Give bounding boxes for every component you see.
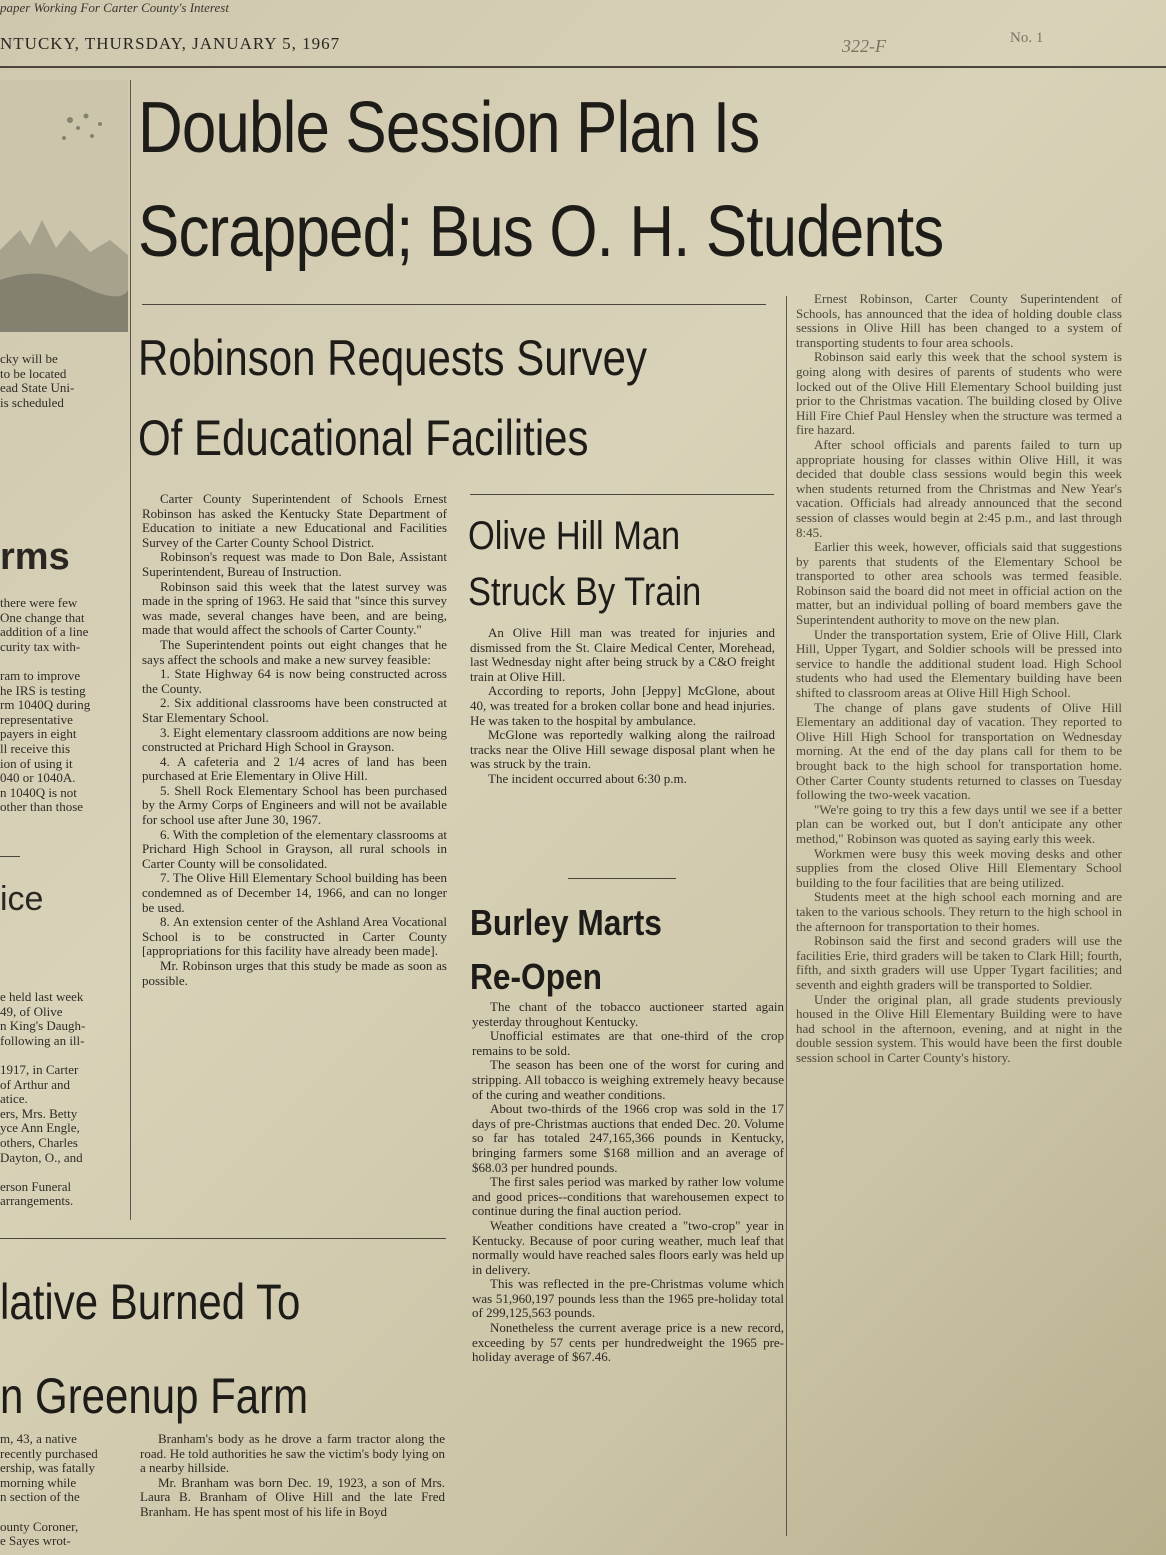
survey-paragraph: 7. The Olive Hill Elementary School building has been condemned as of December 14, 1966, and can no longer be used. — [142, 870, 447, 915]
double-session-paragraph: After school officials and parents failed to turn up appropriate housing for classes within Olive Hill, it was decided that double class sessions would begin this week when students returned from the Christmas and New Year's vacation. Officials had already announced that the second session of classes would begin at 2:45 p.m., and last through 8:45. — [796, 436, 1122, 540]
left-fragment-line: m, 43, a native — [0, 1431, 77, 1446]
burley-paragraph: Nonetheless the current average price is a new record, exceeding by 57 cents per hundredweight the 1965 pre-holiday average of $67.46. — [472, 1320, 784, 1365]
left-fragment-line: Dayton, O., and — [0, 1149, 83, 1165]
left-fragment-line: cky will be — [0, 351, 58, 366]
train-paragraph: McGlone was reportedly walking along the railroad tracks near the Olive Hill sewage disposal plant when he was struck by the train. — [470, 727, 775, 772]
burned-headline-line2: n Greenup Farm — [0, 1368, 309, 1424]
burned-paragraph: Branham's body as he drove a farm tractor along the road. He told authorities he saw the victim's body lying on a nearby hillside. — [140, 1431, 445, 1476]
survey-paragraph: 1. State Highway 64 is now being constructed across the County. — [142, 666, 447, 696]
double-session-paragraph: Students meet at the high school each morning and are taken to the various schools. They return to the high school in the afternoon for transportation to their homes. — [796, 889, 1122, 934]
survey-headline-line1: Robinson Requests Survey — [138, 330, 647, 386]
burned-paragraph: Mr. Branham was born Dec. 19, 1923, a son of Mrs. Laura B. Branham of Olive Hill and the late Fred Branham. He has spent most of his life in Boyd — [140, 1474, 445, 1519]
left-fragment-line: is scheduled — [0, 394, 64, 410]
left-subhead-2: ice — [0, 880, 44, 918]
left-fragment-line: 1917, in Carter — [0, 1061, 79, 1077]
burley-headline-line2: Re-Open — [470, 956, 603, 997]
double-session-paragraph: Ernest Robinson, Carter County Superintendent of Schools, has announced that the idea of holding double class sessions in Olive Hill has been changed to a system of transporting students to four area schools. — [796, 291, 1122, 350]
left-fragment-line: recently purchased — [0, 1445, 98, 1461]
burned-headline — [0, 1258, 437, 1440]
survey-paragraph: 6. With the completion of the elementary classrooms at Prichard High School in Grayson, all rural schools in Carter County will be consolidated. — [142, 826, 447, 871]
train-headline-line1: Olive Hill Man — [468, 514, 681, 558]
double-session-paragraph: Robinson said the first and second graders will use the facilities Erie, third graders will be taken to Clark Hill; fourth, fifth, and sixth graders will use Upper Tygart facilities; and seventh and eighth graders will be transported to Soldier. — [796, 933, 1122, 992]
burley-headline — [470, 896, 734, 1004]
burley-paragraph: About two-thirds of the 1966 crop was sold in the 17 days of pre-Christmas auctions that ended Dec. 20. Volume so far has totaled 247,165,366 pounds in Kentucky, bringing farmers some $168 million and an average of $68.03 per hundred pounds. — [472, 1101, 784, 1175]
left-fragment-line — [0, 1505, 120, 1520]
burley-paragraph: Unofficial estimates are that one-third of the crop remains to be sold. — [472, 1028, 784, 1058]
double-session-paragraph: The change of plans gave students of Olive Hill Elementary an additional day of vacation. They reported to Olive Hill High School for transportation on Wednesday morning. At the end of the day plans call for them to be brought back to the high school for transportation home. Other Carter County students returned to classes on Tuesday following the two-week vacation. — [796, 699, 1122, 803]
rule-above-burley — [568, 878, 676, 879]
left-fragment-line: rm 1040Q during — [0, 697, 91, 713]
left-fragment-line — [0, 1165, 122, 1180]
left-fragment-line: ram to improve — [0, 667, 81, 683]
train-headline-line2: Struck By Train — [468, 570, 702, 614]
left-fragment-line: following an ill- — [0, 1032, 85, 1048]
left-fragment-line: there were few — [0, 595, 78, 610]
survey-story-body — [142, 492, 447, 988]
main-headline-line2: Scrapped; Bus O. H. Students — [138, 192, 944, 272]
left-fragment-line — [0, 654, 118, 669]
survey-paragraph: 2. Six additional classrooms have been constructed at Star Elementary School. — [142, 695, 447, 725]
left-fragment-line: representative — [0, 711, 73, 727]
survey-headline — [138, 322, 743, 474]
left-fragment-line: curity tax with- — [0, 638, 81, 654]
left-fragment-line: 49, of Olive — [0, 1003, 63, 1019]
left-fragment-line: other than those — [0, 799, 84, 815]
left-fragment-line: atice. — [0, 1091, 28, 1107]
left-photo — [0, 80, 128, 332]
left-fragment-line: he IRS is testing — [0, 682, 86, 698]
train-headline — [468, 508, 778, 620]
left-fragment-line: ll receive this — [0, 740, 71, 756]
left-fragment-line: n 1040Q is not — [0, 784, 77, 800]
survey-paragraph: 8. An extension center of the Ashland Area Vocational School is to be constructed in Carter County [appropriations for this facility have already been made]. — [142, 914, 447, 959]
masthead-tagline: paper Working For Carter County's Interest — [0, 0, 229, 15]
burned-headline-line1: lative Burned To — [0, 1274, 301, 1330]
left-fragment-line: ership, was fatally — [0, 1460, 95, 1476]
double-session-paragraph: Under the original plan, all grade students previously housed in the Olive Hill Elementary Building were to have had school in the afternoon, evening, and at night in the double session system. This would have been the first double session school in Carter County's history. — [796, 991, 1122, 1065]
burley-paragraph: The chant of the tobacco auctioneer started again yesterday throughout Kentucky. — [472, 999, 784, 1029]
left-fragment-line: e Sayes wrot- — [0, 1533, 71, 1549]
left-fragment-line — [0, 1048, 122, 1063]
survey-headline-line2: Of Educational Facilities — [138, 410, 589, 466]
left-fragment-line: addition of a line — [0, 624, 89, 640]
left-fragment-line: erson Funeral — [0, 1178, 72, 1194]
survey-paragraph: 5. Shell Rock Elementary School has been purchased by the Army Corps of Engineers and will not be available for school use after June 30, 1967. — [142, 782, 447, 828]
main-headline-line1: Double Session Plan Is — [138, 88, 760, 168]
train-story-body — [470, 626, 775, 787]
survey-paragraph: Robinson said this week that the latest survey was made in the spring of 1963. He said that "since this survey was made, several changes have been, and are being, made that would affect the schools of Carter County." — [142, 578, 447, 638]
left-fragment-line: yce Ann Engle, — [0, 1120, 80, 1136]
double-session-paragraph: Under the transportation system, Erie of Olive Hill, Clark Hill, Upper Tygart, and Soldier schools will be pressed into service to handle the additional student load. High School students who had used the Elementary building have been shifted to classroom areas at Olive Hill High School. — [796, 626, 1122, 701]
burned-story-body — [140, 1432, 445, 1520]
double-session-paragraph: Robinson said early this week that the school system is going along with desires of parents of students who were locked out of the Olive Hill Elementary School building just prior to the Christmas vacation. The building closed by Olive Hill Fire Chief Paul Hensley when the structure was termed a fire hazard. — [796, 349, 1122, 438]
burley-headline-line1: Burley Marts — [470, 902, 662, 943]
burley-paragraph: The first sales period was marked by rather low volume and good prices--conditions that warehousemen expect to continue during the final auction period. — [472, 1174, 784, 1219]
burley-story-body — [472, 1000, 784, 1365]
issue-number: No. 1 — [1010, 30, 1044, 46]
rule-above-burned — [0, 1238, 446, 1239]
double-session-story-body — [796, 292, 1122, 1065]
left-fragment-line: ounty Coroner, — [0, 1518, 79, 1534]
column-rule-left — [130, 80, 131, 1220]
double-session-paragraph: Workmen were busy this week moving desks and other supplies from the closed Olive Hill Elementary School building to the four facilities that are being utilized. — [796, 845, 1122, 890]
left-fragment-line: e held last week — [0, 989, 84, 1004]
main-headline — [138, 84, 998, 276]
double-session-paragraph: "We're going to try this a few days until we see if a better plan can be worked out, but I don't anticipate any other method," Robinson was quoted as saying early this week. — [796, 801, 1122, 846]
column-rule-right — [786, 296, 787, 1536]
left-fragment-line: payers in eight — [0, 726, 77, 742]
left-fragment-line: 040 or 1040A. — [0, 770, 76, 786]
survey-paragraph: 4. A cafeteria and 2 1/4 acres of land has been purchased at Erie Elementary in Olive Hill. — [142, 753, 447, 784]
left-fragment-line: of Arthur and — [0, 1076, 71, 1092]
burley-paragraph: This was reflected in the pre-Christmas volume which was 51,960,197 pounds less than the 1965 pre-holiday total of 299,125,563 pounds. — [472, 1276, 784, 1321]
left-fragment-line: ers, Mrs. Betty — [0, 1105, 78, 1121]
left-fragment-4 — [0, 1432, 120, 1549]
left-fragment-3 — [0, 990, 122, 1209]
left-fragment-line: to be located — [0, 365, 67, 381]
left-fragment-line: ion of using it — [0, 755, 73, 771]
survey-paragraph: Mr. Robinson urges that this study be made as soon as possible. — [142, 958, 447, 988]
burley-paragraph: Weather conditions have created a "two-crop" year in Kentucky. Because of poor curing weather, much leaf that normally would have reached sales floors early was held up in delivery. — [472, 1217, 784, 1277]
left-fragment-line: ead State Uni- — [0, 380, 75, 396]
left-fragment-line: n King's Daugh- — [0, 1018, 86, 1034]
train-paragraph: The incident occurred about 6:30 p.m. — [488, 770, 687, 786]
left-fragment-1 — [0, 352, 96, 410]
dateline: NTUCKY, THURSDAY, JANUARY 5, 1967 — [0, 34, 341, 53]
burley-paragraph: The season has been one of the worst for curing and stripping. All tobacco is weighing extremely heavy because of the curing and weather conditions. — [472, 1057, 784, 1102]
survey-paragraph: Robinson's request was made to Don Bale, Assistant Superintendent, Bureau of Instruction. — [142, 549, 447, 579]
masthead-rule — [0, 66, 1166, 68]
left-fragment-line: arrangements. — [0, 1193, 74, 1209]
double-session-paragraph: Earlier this week, however, officials said that suggestions by parents that students of the Elementary School be transported to other area schools was termed feasible. Robinson said the board did not meet in official action on the matter, but an individual polling of board members gave the Superintendent authority to move on the new plan. — [796, 539, 1122, 628]
train-paragraph: An Olive Hill man was treated for injuries and dismissed from the St. Claire Medical Center, Morehead, last Wednesday night after being struck by a C&O freight train at Olive Hill. — [470, 625, 775, 684]
left-fragment-line: n section of the — [0, 1489, 80, 1505]
train-paragraph: According to reports, John [Jeppy] McGlone, about 40, was treated for a broken collar bone and head injuries. He was taken to the hospital by ambulance. — [470, 683, 775, 728]
left-fragment-line: One change that — [0, 609, 85, 625]
rule-under-main — [142, 304, 766, 305]
left-subhead-1: rms — [0, 536, 70, 578]
survey-paragraph: 3. Eight elementary classroom additions are now being constructed at Prichard High School in Grayson. — [142, 724, 447, 755]
left-fragment-line: morning while — [0, 1474, 77, 1490]
left-fragment-2 — [0, 596, 118, 815]
rule-above-train — [470, 494, 774, 495]
survey-paragraph: The Superintendent points out eight changes that he says affect the schools and make a new survey feasible: — [142, 636, 447, 667]
left-fragment-line: others, Charles — [0, 1134, 78, 1150]
survey-paragraph: Carter County Superintendent of Schools Ernest Robinson has asked the Kentucky State Department of Education to initiate a new Educational and Facilities Survey of the Carter County School District. — [142, 491, 447, 550]
serial-number: 322-F — [842, 36, 886, 56]
left-short-rule — [0, 856, 20, 857]
